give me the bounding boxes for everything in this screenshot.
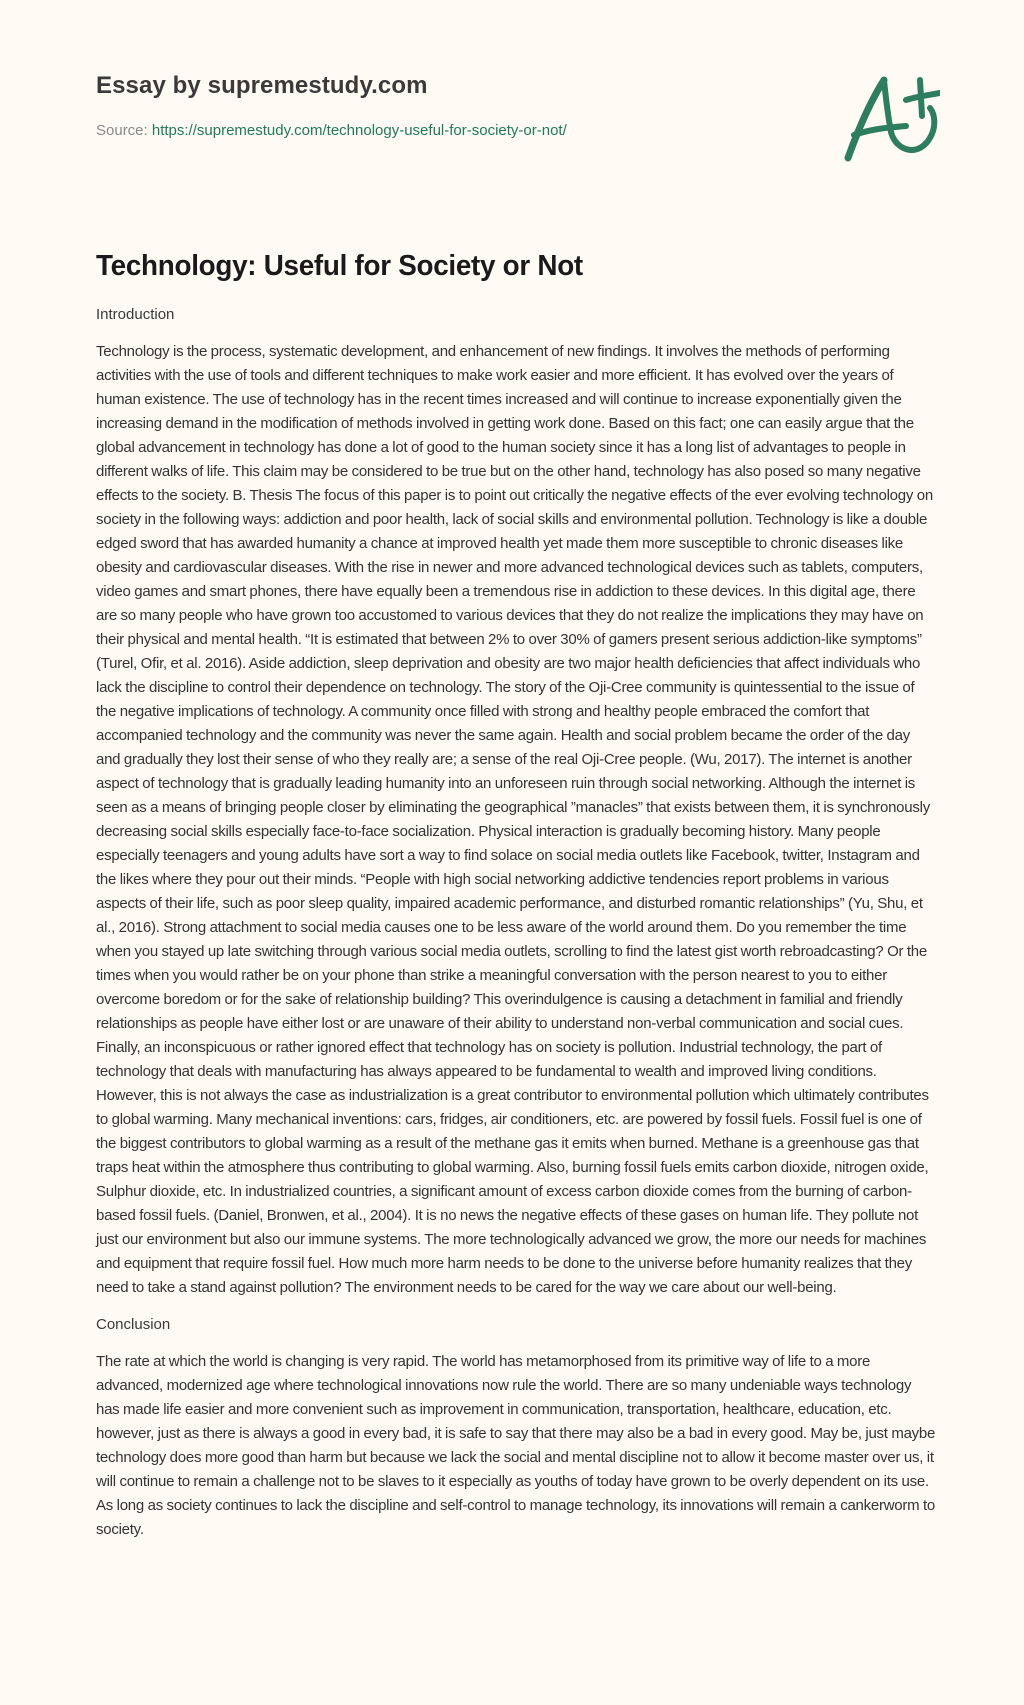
page-header xyxy=(0,0,1024,220)
source-label: Source: xyxy=(96,122,152,139)
section-body: Technology is the process, systematic development, and enhancement of new findings. It involves the methods of performing activities with the use of tools and different techniques to make work easier and more efficient. It has evolved over the years of human existence. The use of technology has in the recent times increased and will continue to increase exponentially given the increasing demand in the modification of methods involved in getting work done. Based on this fact; one can easily argue that the global advancement in technology has done a lot of good to the human society since it has a long list of advantages to people in different walks of life. This claim may be considered to be true but on the other hand, technology has also posed so many negative effects to the society. B. Thesis The focus of this paper is to point out critically the negative effects of the ever evolving technology on society in the following ways: addiction and poor health, lack of social skills and environmental pollution. Technology is like a double edged sword that has awarded humanity a chance at improved health yet made them more susceptible to chronic diseases like obesity and cardiovascular diseases. With the rise in newer and more advanced technological devices such as tablets, computers, video games and smart phones, there have equally been a tremendous rise in addiction to these devices. In this digital age, there are so many people who have grown too accustomed to various devices that they do not realize the implications they may have on their physical and mental health. “It is estimated that between 2% to over 30% of gamers present serious addiction-like symptoms” (Turel, Ofir, et al. 2016). Aside addiction, sleep deprivation and obesity are two major health deficiencies that affect individuals who lack the discipline to control their dependence on technology. The story of the Oji-Cree community is quintessential to the issue of the negative implications of technology. A community once filled with strong and healthy people embraced the comfort that accompanied technology and the community was never the same again. Health and social problem became the order of the day and gradually they lost their sense of who they really are; a sense of the real Oji-Cree people. (Wu, 2017). The internet is another aspect of technology that is gradually leading humanity into an unforeseen ruin through social networking. Although the internet is seen as a means of bringing people closer by eliminating the geographical ”manacles” that exists between them, it is synchronously decreasing social skills especially face-to-face socialization. Physical interaction is gradually becoming history. Many people especially teenagers and young adults have sort a way to find solace on social media outlets like Facebook, twitter, Instagram and the likes where they pour out their minds. “People with high social networking addictive tendencies report problems in various aspects of their life, such as poor sleep quality, impaired academic performance, and disturbed romantic relationships” (Yu, Shu, et al., 2016). Strong attachment to social media causes one to be less aware of the world around them. Do you remember the time when you stayed up late switching through various social media outlets, scrolling to find the latest gist worth rebroadcasting? Or the times when you would rather be on your phone than strike a meaningful conversation with the person nearest to you to either overcome boredom or for the sake of relationship building? This overindulgence is causing a detachment in familial and friendly relationships as people have either lost or are unaware of their ability to understand non-verbal communication and social cues. Finally, an inconspicuous or rather ignored effect that technology has on society is pollution. Industrial technology, the part of technology that deals with manufacturing has always appeared to be fundamental to wealth and improved living conditions. However, this is not always the case as industrialization is a great contributor to environmental pollution which ultimately contributes to global warming. Many mechanical inventions: cars, fridges, air conditioners, etc. are powered by fossil fuels. Fossil fuel is one of the biggest contributors to global warming as a result of the methane gas it emits when burned. Methane is a greenhouse gas that traps heat within the atmosphere thus contributing to global warming. Also, burning fossil fuels emits carbon dioxide, nitrogen oxide, Sulphur dioxide, etc. In industrialized countries, a significant amount of excess carbon dioxide comes from the burning of carbon-based fossil fuels. (Daniel, Bronwen, et al., 2004). It is no news the negative effects of these gases on human life. They pollute not just our environment but also our immune systems. The more technologically advanced we grow, the more our needs for machines and equipment that require fossil fuel. How much more harm needs to be done to the universe before humanity realizes that they need to take a stand against pollution? The environment needs to be cared for the way we care about our well-being. xyxy=(96,343,933,1296)
essay-article xyxy=(96,250,936,1557)
section-conclusion xyxy=(96,1315,936,1542)
source-link[interactable]: https://supremestudy.com/technology-useful-for-society-or-not/ xyxy=(151,122,567,139)
section-heading: Conclusion xyxy=(96,1316,171,1333)
section-introduction xyxy=(96,305,936,1300)
section-body: The rate at which the world is changing is very rapid. The world has metamorphosed from its primitive way of life to a more advanced, modernized age where technological innovations now rule the world. There are so many undeniable ways technology has made life easier and more convenient such as improvement in communication, transportation, healthcare, education, etc. however, just as there is always a good in every bad, it is safe to say that there may also be a bad in every good. May be, just maybe technology does more good than harm but because we lack the social and mental discipline not to allow it become master over us, it will continue to remain a challenge not to be slaves to it especially as youths of today have grown to be overly dependent on its use. As long as society continues to lack the discipline and self-control to manage technology, its innovations will remain a cankerworm to society. xyxy=(96,1353,936,1538)
a-plus-grade-icon xyxy=(820,40,940,170)
site-title: Essay by supremestudy.com xyxy=(96,72,428,99)
source-line xyxy=(96,122,567,139)
section-heading: Introduction xyxy=(96,306,175,323)
article-title: Technology: Useful for Society or Not xyxy=(96,250,583,282)
